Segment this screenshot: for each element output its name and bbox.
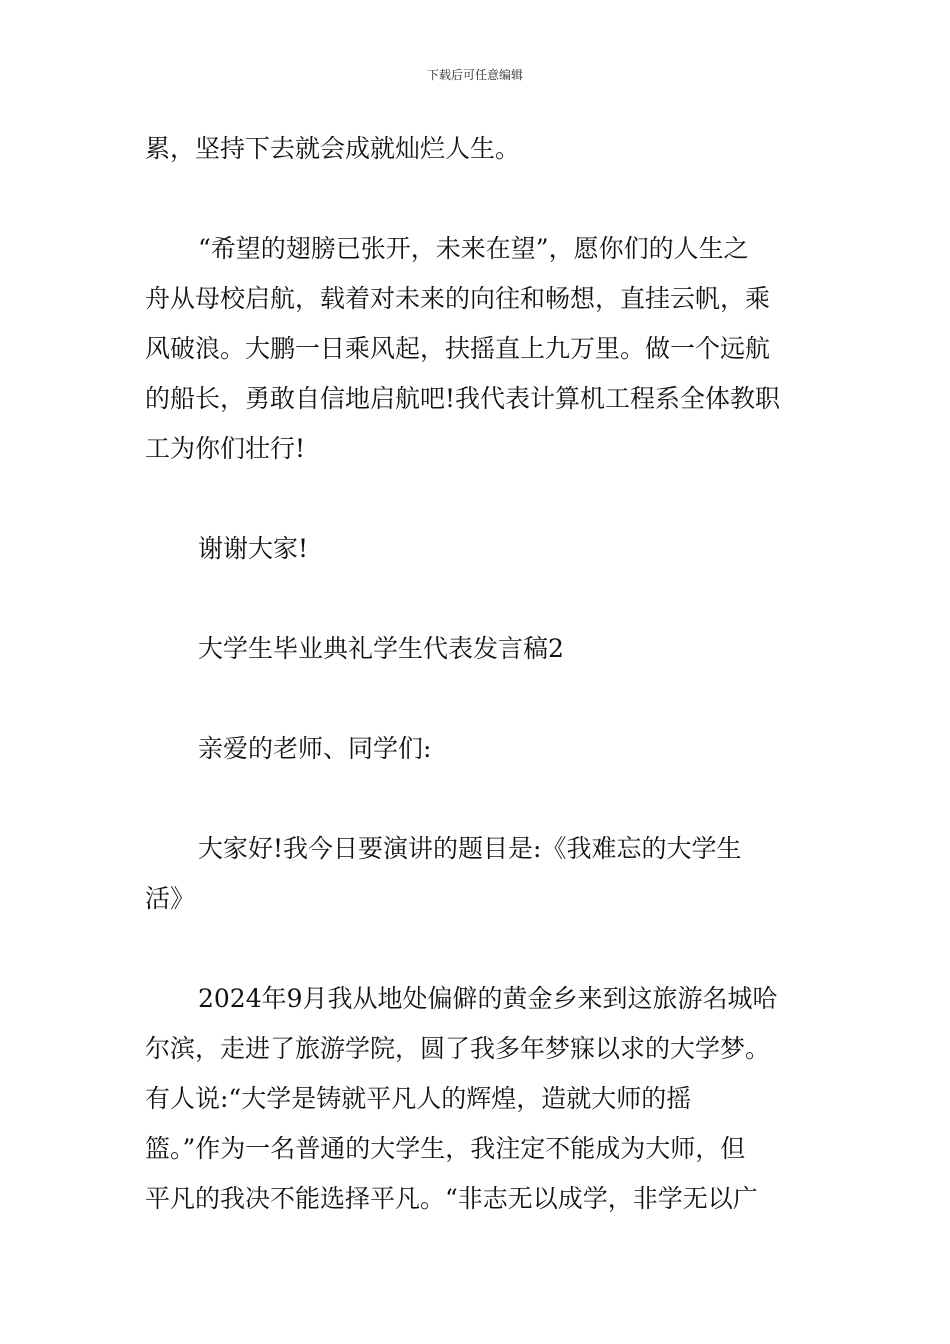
text-line: 累，坚持下去就会成就灿烂人生。 [145, 134, 521, 163]
text-line: 平凡的我决不能选择平凡。“非志无以成学，非学无以广 [145, 1184, 758, 1213]
text-line: 谢谢大家! [198, 534, 309, 563]
text-line: 工为你们壮行! [145, 434, 306, 463]
page-header: 下载后可任意编辑 [426, 68, 523, 82]
text-line: 有人说:“大学是铸就平凡人的辉煌，造就大师的摇 [145, 1084, 692, 1113]
section-title: 大学生毕业典礼学生代表发言稿2 [198, 634, 564, 663]
text-line: 的船长，勇敢自信地启航吧!我代表计算机工程系全体教职 [145, 384, 781, 413]
text-line: “希望的翅膀已张开，未来在望”，愿你们的人生之 [198, 234, 749, 263]
text-line: 风破浪。大鹏一日乘风起，扶摇直上九万里。做一个远航 [145, 334, 771, 363]
text-line: 尔滨，走进了旅游学院，圆了我多年梦寐以求的大学梦。 [145, 1034, 771, 1063]
text-line: 篮。”作为一名普通的大学生，我注定不能成为大师，但 [145, 1134, 746, 1163]
text-line: 活》 [145, 884, 196, 913]
text-line: 2024年9月我从地处偏僻的黄金乡来到这旅游名城哈 [198, 984, 778, 1013]
text-line: 舟从母校启航，载着对未来的向往和畅想，直挂云帆，乘 [145, 284, 771, 313]
greeting-line: 亲爱的老师、同学们: [198, 734, 432, 763]
text-line: 大家好!我今日要演讲的题目是:《我难忘的大学生 [198, 834, 742, 863]
